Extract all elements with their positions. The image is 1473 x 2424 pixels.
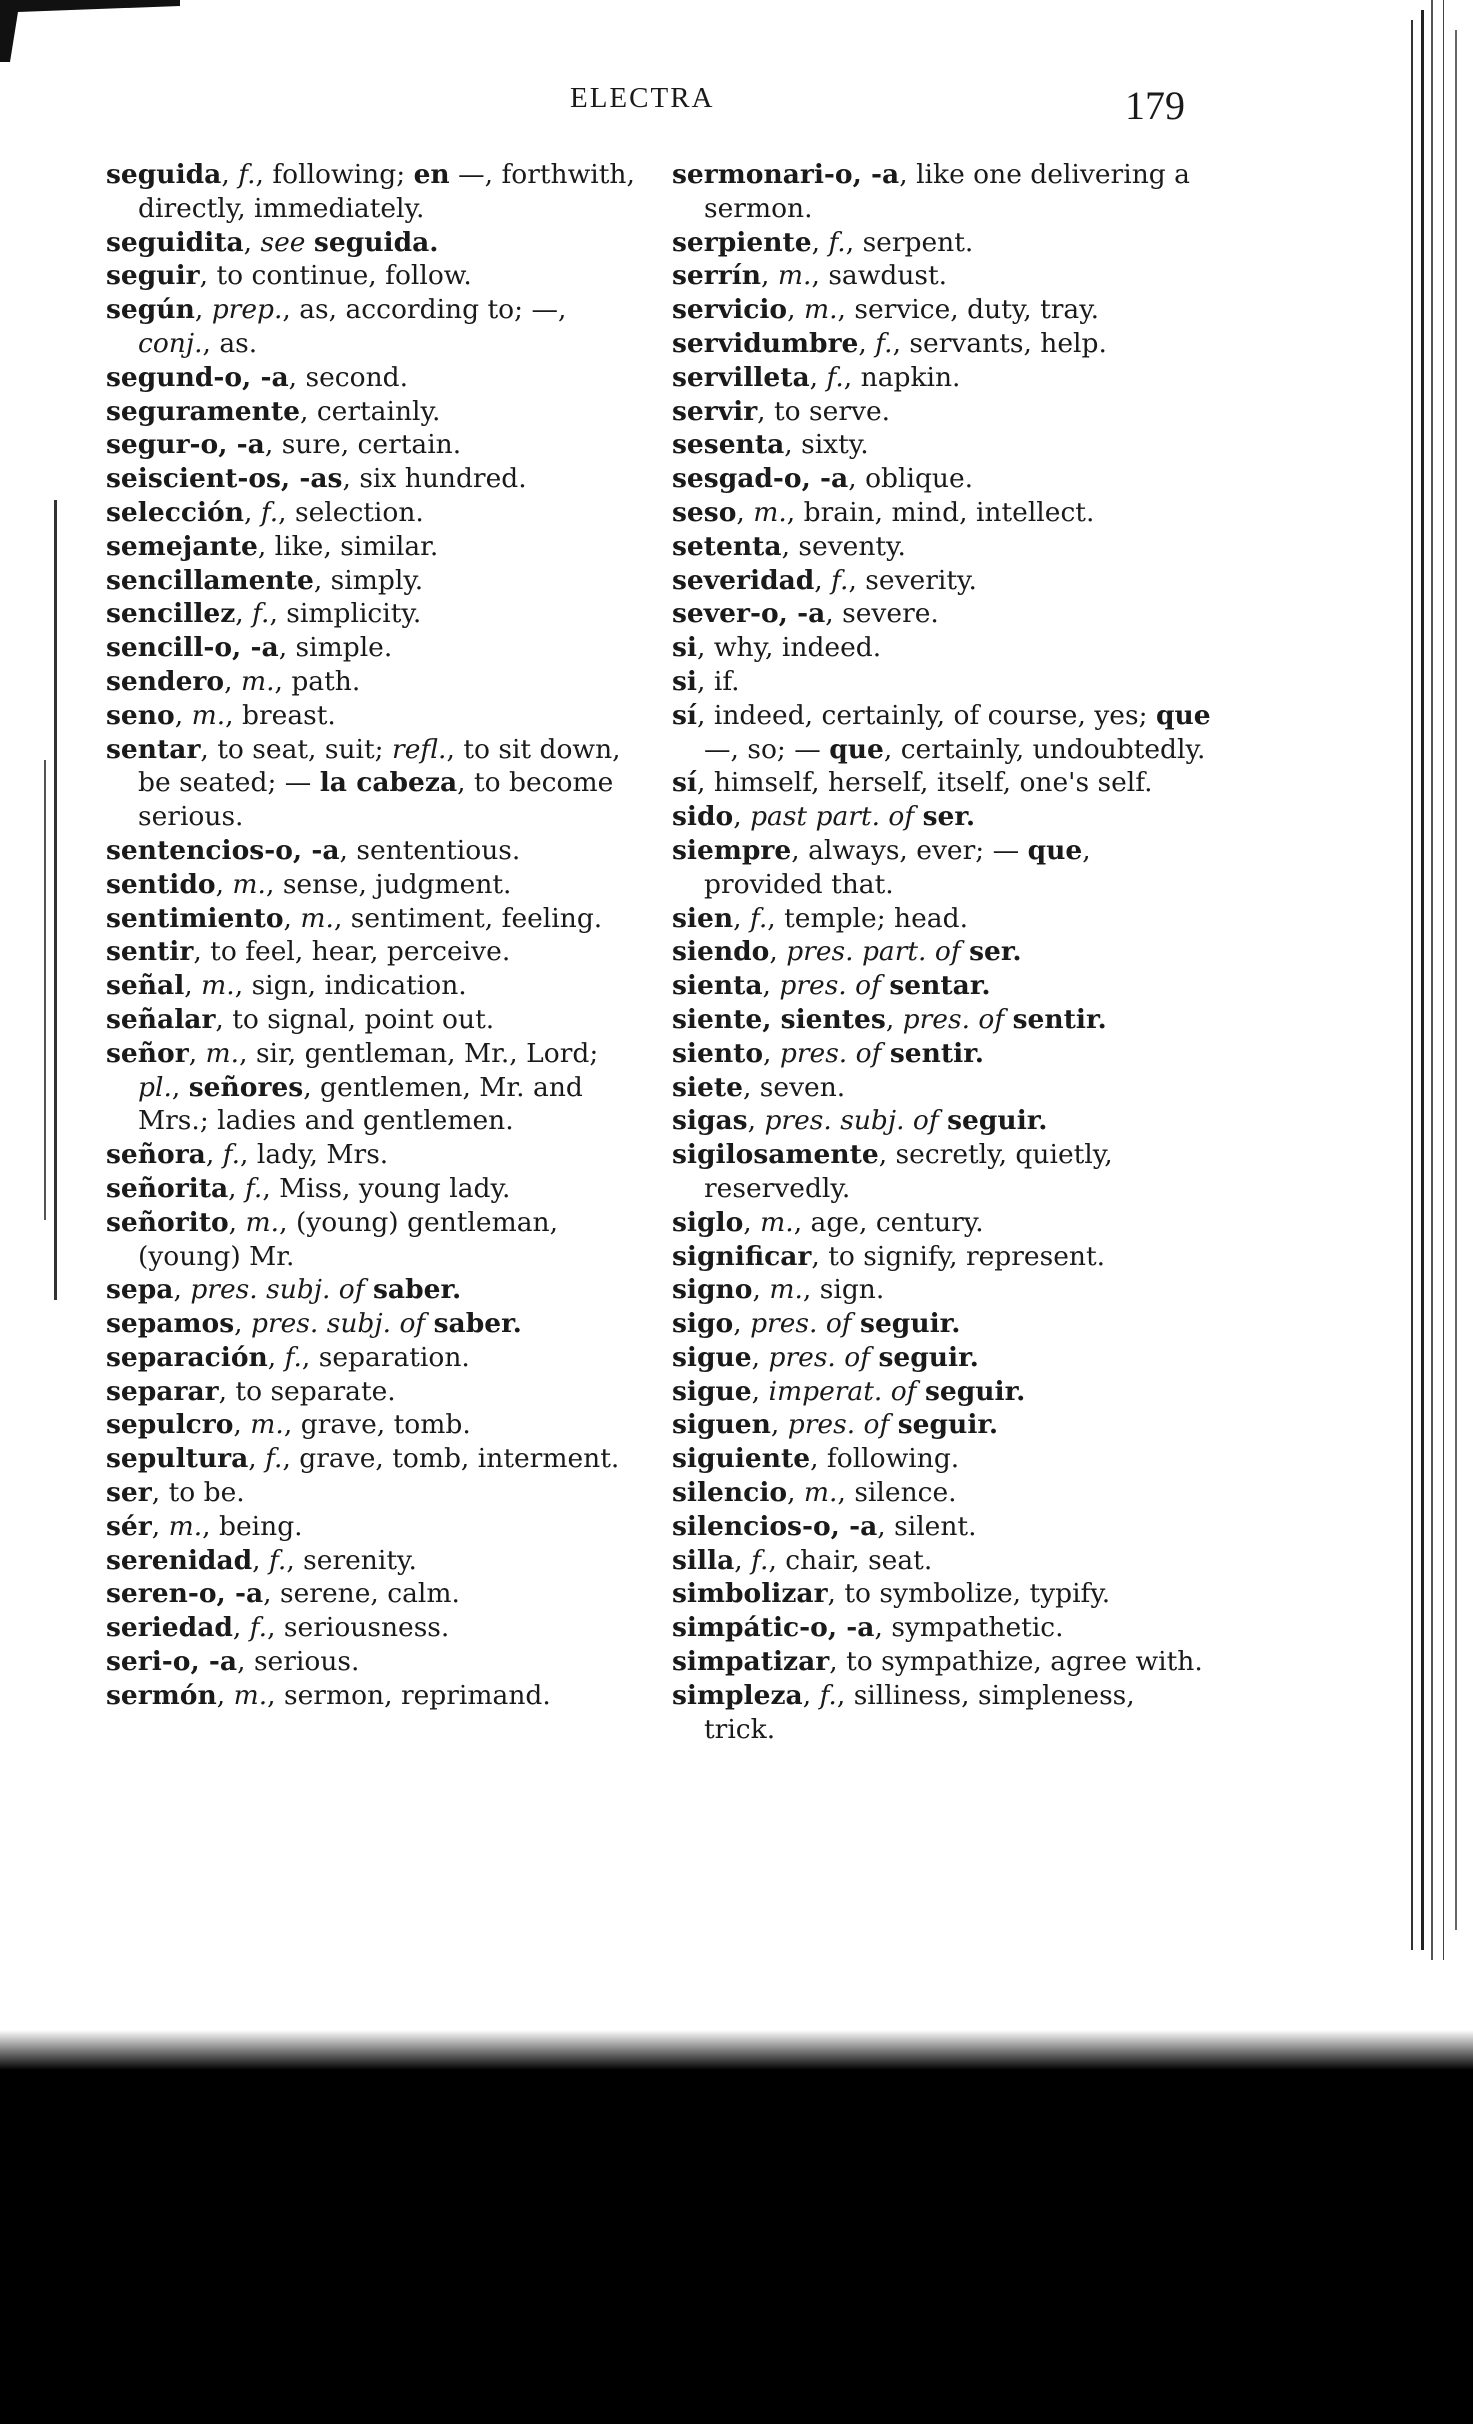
dictionary-entry: siento, pres. of sentir. xyxy=(672,1037,984,1069)
dictionary-entry: serpiente, f., serpent. xyxy=(672,226,974,258)
dictionary-entry: señorita, f., Miss, young lady. xyxy=(106,1172,511,1204)
dictionary-entry: sentir, to feel, hear, perceive. xyxy=(106,936,511,968)
dictionary-entry: siendo, pres. part. of ser. xyxy=(672,936,1022,968)
dictionary-entry: sepultura, f., grave, tomb, interment. xyxy=(106,1443,620,1475)
dictionary-entry: sí, indeed, certainly, of course, yes; que —, so; — que, certainly, undoubtedly. xyxy=(672,699,1211,765)
dictionary-entry: selección, f., selection. xyxy=(106,496,424,528)
dictionary-entry: serrín, m., sawdust. xyxy=(672,260,948,292)
dictionary-entry: significar, to signify, represent. xyxy=(672,1240,1106,1272)
dictionary-entry: serenidad, f., serenity. xyxy=(106,1544,417,1576)
scan-bottom-bar xyxy=(0,2030,1473,2424)
dictionary-entry: servidumbre, f., servants, help. xyxy=(672,327,1107,359)
dictionary-entry: siglo, m., age, century. xyxy=(672,1206,984,1238)
dictionary-entry: seri-o, -a, serious. xyxy=(106,1646,360,1678)
dictionary-entry: sencillez, f., simplicity. xyxy=(106,598,422,630)
dictionary-entry: sesenta, sixty. xyxy=(672,429,869,461)
dictionary-entry: servir, to serve. xyxy=(672,395,891,427)
dictionary-entry: sepamos, pres. subj. of saber. xyxy=(106,1308,522,1340)
dictionary-entry: seguramente, certainly. xyxy=(106,395,441,427)
dictionary-entry: seguidita, see seguida. xyxy=(106,226,439,258)
dictionary-entry: siguen, pres. of seguir. xyxy=(672,1409,999,1441)
page-number: 179 xyxy=(1125,83,1185,128)
dictionary-entry: si, why, indeed. xyxy=(672,632,882,664)
dictionary-entry: señalar, to signal, point out. xyxy=(106,1003,495,1035)
dictionary-entry: seriedad, f., seriousness. xyxy=(106,1612,450,1644)
running-header: ELECTRA xyxy=(570,82,715,114)
dictionary-entry: severidad, f., severity. xyxy=(672,564,977,596)
dictionary-entry: siente, sientes, pres. of sentir. xyxy=(672,1003,1107,1035)
dictionary-entry: sencillamente, simply. xyxy=(106,564,424,596)
dictionary-entry: señora, f., lady, Mrs. xyxy=(106,1139,389,1171)
dictionary-entry: servilleta, f., napkin. xyxy=(672,361,961,393)
dictionary-entry: sienta, pres. of sentar. xyxy=(672,970,991,1002)
dictionary-entry: silla, f., chair, seat. xyxy=(672,1544,933,1576)
dictionary-entry: separar, to separate. xyxy=(106,1375,396,1407)
dictionary-entry: sentencios-o, -a, sententious. xyxy=(106,834,521,866)
dictionary-entry: simbolizar, to symbolize, typify. xyxy=(672,1578,1111,1610)
dictionary-entry: seso, m., brain, mind, intellect. xyxy=(672,496,1095,528)
dictionary-entry: seno, m., breast. xyxy=(106,699,336,731)
dictionary-entry: servicio, m., service, duty, tray. xyxy=(672,294,1100,326)
dictionary-entry: simpleza, f., silliness, simpleness, trick. xyxy=(672,1679,1135,1745)
scan-right-edge xyxy=(1403,0,1473,1960)
dictionary-entry: segur-o, -a, sure, certain. xyxy=(106,429,462,461)
dictionary-entry: sentar, to seat, suit; refl., to sit down, be seated; — la cabeza, to become serious. xyxy=(106,733,621,833)
dictionary-entry: sentido, m., sense, judgment. xyxy=(106,868,512,900)
right-column xyxy=(672,158,1212,1746)
dictionary-entry: sentimiento, m., sentiment, feeling. xyxy=(106,902,603,934)
dictionary-entry: sigue, pres. of seguir. xyxy=(672,1341,979,1373)
dictionary-entry: sepa, pres. subj. of saber. xyxy=(106,1274,462,1306)
dictionary-entry: señorito, m., (young) gentleman, (young) Mr. xyxy=(106,1206,559,1272)
dictionary-entry: seguida, f., following; en —, forthwith, directly, immediately. xyxy=(106,159,635,224)
left-column xyxy=(106,158,636,1713)
dictionary-entry: si, if. xyxy=(672,665,740,697)
dictionary-entry: sermón, m., sermon, reprimand. xyxy=(106,1679,551,1711)
dictionary-entry: sér, m., being. xyxy=(106,1510,303,1542)
dictionary-entry: señal, m., sign, indication. xyxy=(106,970,467,1002)
dictionary-entry: señor, m., sir, gentleman, Mr., Lord; pl., señores, gentlemen, Mr. and Mrs.; ladies and gentlemen. xyxy=(106,1037,599,1137)
dictionary-entry: sigue, imperat. of seguir. xyxy=(672,1375,1026,1407)
dictionary-entry: separación, f., separation. xyxy=(106,1341,470,1373)
dictionary-entry: siguiente, following. xyxy=(672,1443,960,1475)
dictionary-entry: sermonari-o, -a, like one delivering a sermon. xyxy=(672,159,1190,224)
dictionary-entry: siempre, always, ever; — que, provided that. xyxy=(672,834,1091,900)
dictionary-entry: sien, f., temple; head. xyxy=(672,902,968,934)
dictionary-entry: silencios-o, -a, silent. xyxy=(672,1510,977,1542)
dictionary-entry: setenta, seventy. xyxy=(672,530,906,562)
dictionary-entry: sigilosamente, secretly, quietly, reservedly. xyxy=(672,1139,1113,1204)
dictionary-entry: silencio, m., silence. xyxy=(672,1477,957,1509)
dictionary-entry: simpátic-o, -a, sympathetic. xyxy=(672,1612,1064,1644)
dictionary-entry: sigas, pres. subj. of seguir. xyxy=(672,1105,1048,1137)
dictionary-entry: sido, past part. of ser. xyxy=(672,801,976,833)
dictionary-entry: sesgad-o, -a, oblique. xyxy=(672,463,974,495)
scan-left-edge xyxy=(40,500,64,1300)
dictionary-entry: siete, seven. xyxy=(672,1071,846,1103)
dictionary-entry: sigo, pres. of seguir. xyxy=(672,1308,961,1340)
dictionary-entry: seguir, to continue, follow. xyxy=(106,260,472,292)
scan-corner-mark xyxy=(0,0,180,62)
dictionary-entry: segund-o, -a, second. xyxy=(106,361,409,393)
dictionary-entry: semejante, like, similar. xyxy=(106,530,439,562)
dictionary-entry: sencill-o, -a, simple. xyxy=(106,632,393,664)
dictionary-entry: simpatizar, to sympathize, agree with. xyxy=(672,1646,1203,1678)
dictionary-entry: seren-o, -a, serene, calm. xyxy=(106,1578,460,1610)
dictionary-entry: signo, m., sign. xyxy=(672,1274,885,1306)
dictionary-entry: seiscient-os, -as, six hundred. xyxy=(106,463,527,495)
dictionary-entry: sepulcro, m., grave, tomb. xyxy=(106,1409,471,1441)
dictionary-entry: sever-o, -a, severe. xyxy=(672,598,939,630)
dictionary-entry: según, prep., as, according to; —, conj., as. xyxy=(106,294,567,359)
dictionary-entry: ser, to be. xyxy=(106,1477,245,1509)
dictionary-entry: sí, himself, herself, itself, one's self. xyxy=(672,767,1153,799)
dictionary-entry: sendero, m., path. xyxy=(106,665,361,697)
